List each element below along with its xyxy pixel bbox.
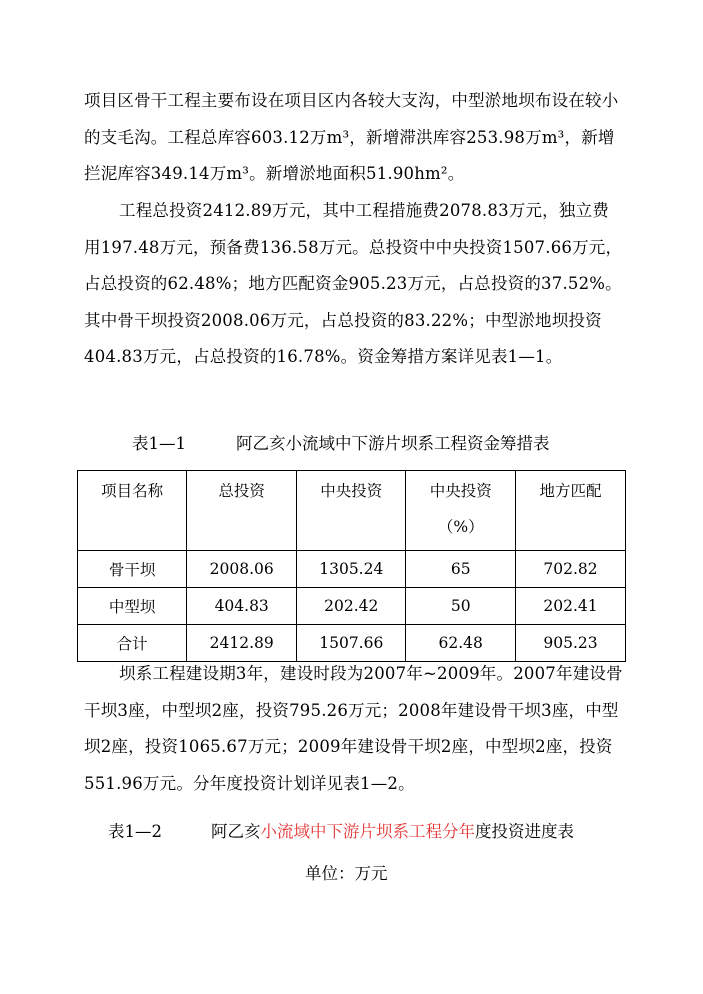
table-header-row [78,471,626,551]
table2-unit-label: 单位：万元 [305,864,388,883]
paragraph-construction-schedule [84,656,624,802]
cell-central: 202.42 [297,588,406,625]
cell-percent: 65 [406,551,516,588]
table-row [78,588,626,625]
header-local-match: 地方匹配 [516,471,626,551]
header-project-name: 项目名称 [78,471,187,551]
table-row [78,551,626,588]
table1-caption-title: 阿乙亥小流域中下游片坝系工程资金筹措表 [236,434,550,453]
table2-title-highlighted: 小流域中下游片坝系工程分年 [260,822,475,841]
cell-local: 702.82 [516,551,626,588]
paragraph-total-investment [84,193,624,376]
cell-total: 2412.89 [187,625,297,662]
cell-percent: 50 [406,588,516,625]
cell-total: 404.83 [187,588,297,625]
paragraph-total-investment-text: 工程总投资2412.89万元，其中工程措施费2078.83万元，独立费用197.48万元，预备费136.58万元。总投资中中央投资1507.66万元，占总投资的62.48%；地方匹配资金905.23万元，占总投资的37.52%。其中骨干坝投资2008.06万元，占总投资的83.22%；中型淤地坝投资404.83万元，占总投资的16.78%。资金筹措方案详见表1—1。 [84,201,623,367]
paragraph-project-layout: 项目区骨干工程主要布设在项目区内各较大支沟，中型淤地坝布设在较小的支毛沟。工程总库容603.12万m³，新增滞洪库容253.98万m³，新增拦泥库容349.14万m³。新增淤地面积51.90hm²。 [84,91,619,184]
cell-percent: 62.48 [406,625,516,662]
header-total-investment: 总投资 [187,471,297,551]
paragraph-construction-schedule-text: 坝系工程建设期3年，建设时段为2007年~2009年。2007年建设骨干坝3座，中型坝2座，投资795.26万元；2008年建设骨干坝3座，中型坝2座，投资1065.67万元；2009年建设骨干坝2座，中型坝2座，投资551.96万元。分年度投资计划详见表1—2。 [84,664,623,793]
header-central-percent-label: 中央投资 [429,482,492,500]
table2-caption-number: 表1—2 [108,822,162,841]
header-central-percent [406,471,516,551]
cell-name: 骨干坝 [78,551,187,588]
cell-central: 1507.66 [297,625,406,662]
cell-name: 合计 [78,625,187,662]
header-percent-unit: （%） [437,518,484,536]
table2-title-part-a: 阿乙亥 [211,822,261,841]
cell-name: 中型坝 [78,588,187,625]
cell-local: 202.41 [516,588,626,625]
cell-total: 2008.06 [187,551,297,588]
cell-local: 905.23 [516,625,626,662]
cell-central: 1305.24 [297,551,406,588]
table1-caption-number: 表1—1 [132,434,186,453]
header-central-investment: 中央投资 [297,471,406,551]
table2-title-part-c: 度投资进度表 [475,822,574,841]
table2-caption-title [211,821,574,843]
funding-table [77,470,626,662]
